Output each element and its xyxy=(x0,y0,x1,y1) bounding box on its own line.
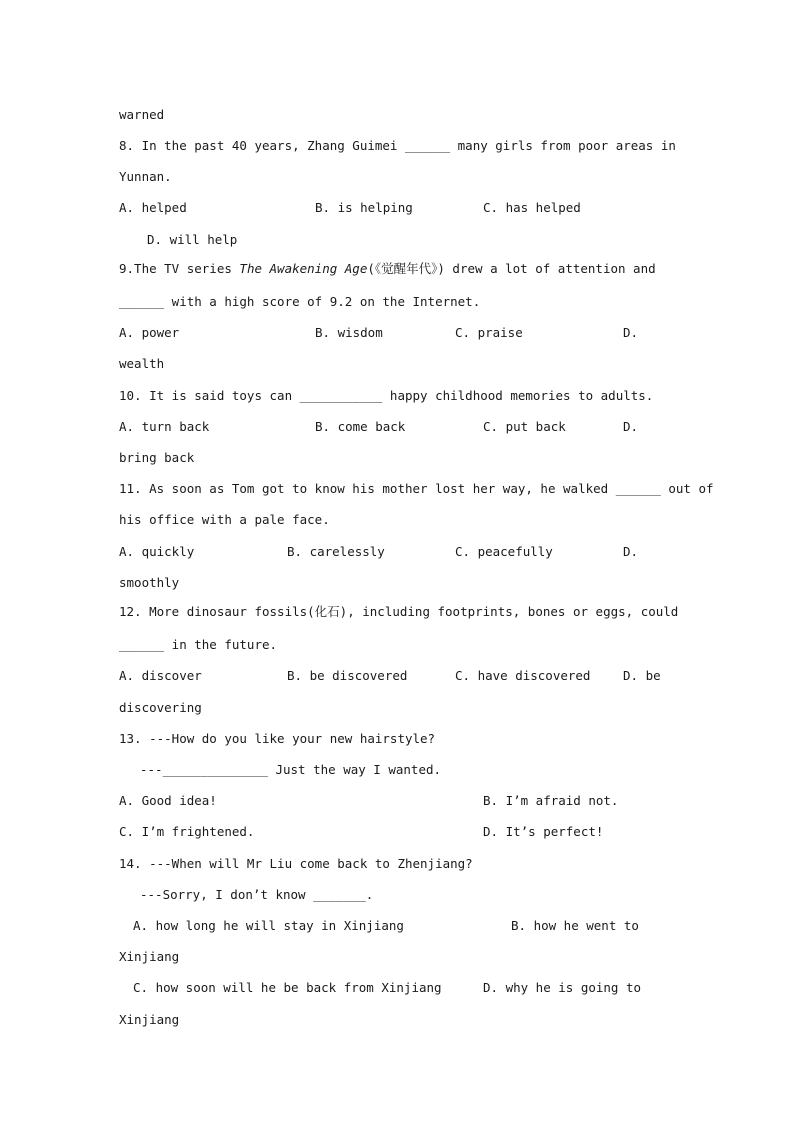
q9-stem-line2: ______ with a high score of 9.2 on the Internet. xyxy=(119,294,481,309)
q14-option-a: A. how long he will stay in Xinjiang xyxy=(133,918,404,933)
q12-option-c: C. have discovered xyxy=(455,668,591,683)
q8-stem-line1: 8. In the past 40 years, Zhang Guimei ______ many girls from poor areas in xyxy=(119,138,676,153)
q13-option-d: D. It’s perfect! xyxy=(483,824,604,839)
q12-option-d: D. be xyxy=(623,668,661,683)
q14-option-c: C. how soon will he be back from Xinjiang xyxy=(133,980,442,995)
q13-option-a: A. Good idea! xyxy=(119,793,217,808)
q12-option-d-text: discovering xyxy=(119,700,202,715)
q9-option-d: D. xyxy=(623,325,639,340)
q7-continuation: warned xyxy=(119,107,165,122)
q10-option-b: B. come back xyxy=(315,419,406,434)
q8-option-c: C. has helped xyxy=(483,200,581,215)
q9-option-c: C. praise xyxy=(455,325,523,340)
q9-option-d-text: wealth xyxy=(119,356,165,371)
q10-option-d: D. xyxy=(623,419,639,434)
q8-option-b: B. is helping xyxy=(315,200,413,215)
q8-option-a: A. helped xyxy=(119,200,187,215)
q9-stem-line1 xyxy=(119,261,656,277)
q10-stem: 10. It is said toys can ___________ happy childhood memories to adults. xyxy=(119,388,654,403)
q14-stem-line1: 14. ---When will Mr Liu come back to Zhenjiang? xyxy=(119,856,473,871)
q14-option-d: D. why he is going to xyxy=(483,980,642,995)
q11-stem-line1: 11. As soon as Tom got to know his mother lost her way, he walked ______ out of xyxy=(119,481,714,496)
q14-option-b-text: Xinjiang xyxy=(119,949,180,964)
q12-stem-line1: 12. More dinosaur fossils(化石), including footprints, bones or eggs, could xyxy=(119,604,679,619)
q9-series-title: The Awakening Age xyxy=(239,261,368,276)
q9-stem-post: (《觉醒年代》) drew a lot of attention and xyxy=(367,261,656,276)
q14-option-b: B. how he went to xyxy=(511,918,639,933)
q8-stem-line2: Yunnan. xyxy=(119,169,172,184)
q14-stem-line2: ---Sorry, I don’t know _______. xyxy=(140,887,374,902)
q11-option-c: C. peacefully xyxy=(455,544,553,559)
q9-option-a: A. power xyxy=(119,325,180,340)
q10-option-d-text: bring back xyxy=(119,450,195,465)
q11-option-a: A. quickly xyxy=(119,544,195,559)
q11-option-d: D. xyxy=(623,544,639,559)
q13-option-b: B. I’m afraid not. xyxy=(483,793,619,808)
q13-stem-line1: 13. ---How do you like your new hairstyle? xyxy=(119,731,436,746)
q10-option-a: A. turn back xyxy=(119,419,210,434)
q9-option-b: B. wisdom xyxy=(315,325,383,340)
q12-stem-line2: ______ in the future. xyxy=(119,637,278,652)
q12-option-b: B. be discovered xyxy=(287,668,408,683)
q12-option-a: A. discover xyxy=(119,668,202,683)
q13-stem-line2: ---______________ Just the way I wanted. xyxy=(140,762,442,777)
q8-option-d: D. will help xyxy=(147,232,238,247)
q14-option-d-text: Xinjiang xyxy=(119,1012,180,1027)
q10-option-c: C. put back xyxy=(483,419,566,434)
q11-stem-line2: his office with a pale face. xyxy=(119,512,330,527)
q13-option-c: C. I’m frightened. xyxy=(119,824,255,839)
q11-option-d-text: smoothly xyxy=(119,575,180,590)
q9-stem-pre: 9.The TV series xyxy=(119,261,240,276)
q11-option-b: B. carelessly xyxy=(287,544,385,559)
